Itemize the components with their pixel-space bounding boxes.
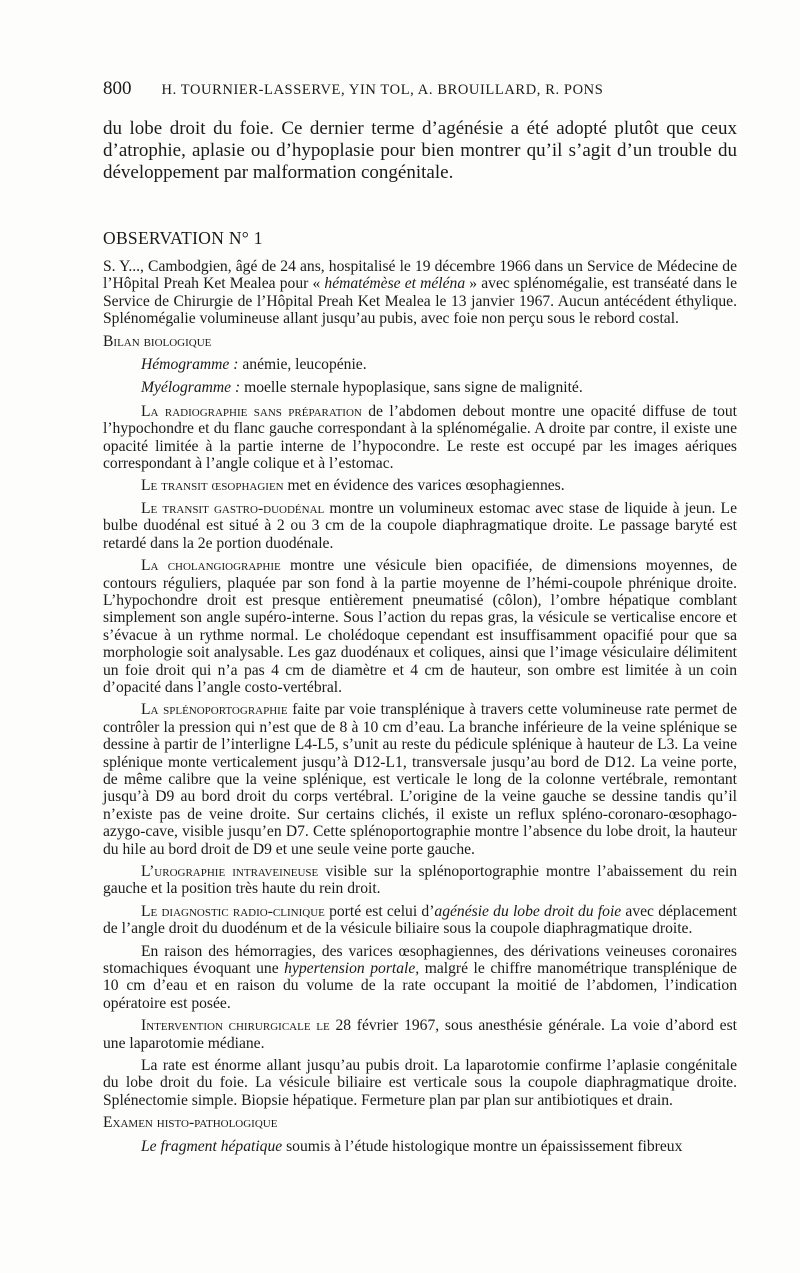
case-text-italic: hématémèse et méléna xyxy=(324,275,466,293)
spleno-paragraph xyxy=(103,701,737,858)
running-header xyxy=(103,78,663,100)
urographie-paragraph xyxy=(103,863,737,898)
transit-oeso-text: met en évidence des varices œsophagiennes. xyxy=(283,477,565,495)
spleno-lead: La splénoportographie xyxy=(141,701,288,719)
examen-paragraph xyxy=(103,1138,737,1155)
intervention-lead: Intervention chirurgicale le xyxy=(141,1017,330,1035)
bilan-heading: Bilan biologique xyxy=(103,332,212,350)
transit-oeso-lead: Le transit œsophagien xyxy=(141,477,284,495)
hemorragies-pre: En raison des hémorragies, des varices œsophagiennes, des dérivations veineuses coronaires stomachiques évoquant une xyxy=(103,942,737,978)
examen-italic: Le fragment hépatique xyxy=(141,1137,283,1155)
hemogramme-label: Hémogramme : xyxy=(141,356,239,374)
radiographie-lead: La radiographie sans préparation xyxy=(141,402,362,420)
urographie-lead: L’urographie intraveineuse xyxy=(141,863,319,880)
observation-title: OBSERVATION N° 1 xyxy=(103,228,263,248)
urographie-text: visible sur la splénoportographie montre l’abaissement du rein gauche et la position très haute du rein droit. xyxy=(103,863,737,898)
myelogramme-value: moelle sternale hypoplasique, sans signe de malignité. xyxy=(244,379,583,397)
hemogramme-value: anémie, leucopénie. xyxy=(242,356,367,374)
diagnostic-post: avec déplacement de l’angle droit du duodénum et de la vésicule biliaire sous la coupole diaphragmatique droite. xyxy=(103,902,737,938)
transit-oeso-paragraph xyxy=(103,477,737,494)
case-paragraph xyxy=(103,258,737,328)
hemorragies-post: malgré le chiffre manométrique transplénique de 10 cm d’eau et en raison du volume de la rate occupant la moitié de l’abdomen, l’indication opératoire est posée. xyxy=(103,960,737,1012)
transit-gastro-lead: Le transit gastro-duodénal xyxy=(141,499,325,517)
examen-heading: Examen histo-pathologique xyxy=(103,1114,278,1132)
transit-gastro-text: montre un volumineux estomac avec stase de liquide à jeun. Le bulbe duodénal est situé à 2 ou 3 cm de la coupole diaphragmatique droite. Le passage baryté est retardé dans la 2e portion duodénale. xyxy=(103,499,737,552)
intervention-text: 28 février 1967, sous anesthésie générale. La voie d’abord est une laparotomie médiane. xyxy=(103,1017,737,1052)
intro-paragraph: du lobe droit du foie. Ce dernier terme d’agénésie a été adopté plutôt que ceux d’atrophie, aplasie ou d’hypoplasie pour bien montrer qu’il s’agit d’un trouble du développement par malformation congénitale. xyxy=(103,118,737,183)
hemorragies-paragraph xyxy=(103,943,737,1013)
hemogramme-line xyxy=(141,356,737,373)
cholangio-text: montre une vésicule bien opacifiée, de dimensions moyennes, de contours réguliers, plaquée par son fond à la partie moyenne de l’hémi-coupole phrénique droite. L’hypochondre droit est presque entièrement pneumatisé (côlon), l’ombre hépatique comblant simplement son angle supéro-interne. Sous l’action du repas gras, la vésicule se verticalise encore et s’évacue à un rythme normal. Le cholédoque cependant est insuffisamment opacifié pour que sa morphologie soit analysable. Les gaz duodénaux et coliques, ainsi que l’image vésiculaire délimitent un foie droit qui n’a pas 4 cm de diamètre et 4 cm de hauteur, son ombre est limitée à un coin d’opacité dans l’angle costo-vertébral. xyxy=(103,557,737,696)
page-number: 800 xyxy=(103,78,132,99)
examen-text: soumis à l’étude histologique montre un épaississement fibreux xyxy=(282,1137,683,1155)
case-text-post: » avec splénomégalie, est transéaté dans le Service de Chirurgie de l’Hôpital Preah Ket Mealea le 13 janvier 1967. Aucun antécédent éthylique. Splénomégalie volumineuse allant jusqu’au pubis, avec foie non perçu sous le rebord costal. xyxy=(103,275,737,328)
intervention-paragraph xyxy=(103,1017,737,1052)
diagnostic-pre: porté est celui d’ xyxy=(324,902,435,920)
running-authors: H. TOURNIER-LASSERVE, YIN TOL, A. BROUILLARD, R. PONS xyxy=(161,82,604,98)
myelogramme-label: Myélogramme : xyxy=(141,379,241,397)
radiographie-paragraph xyxy=(103,403,737,473)
diagnostic-lead: Le diagnostic radio-clinique xyxy=(141,902,325,920)
rate-paragraph: La rate est énorme allant jusqu’au pubis droit. La laparotomie confirme l’aplasie congénitale du lobe droit du foie. La vésicule biliaire est verticale sous la coupole diaphragmatique droite. Splénectomie simple. Biopsie hépatique. Fermeture plan par plan sur antibiotiques et drain. xyxy=(103,1057,737,1109)
myelogramme-line xyxy=(141,379,737,396)
radiographie-text: de l’abdomen debout montre une opacité diffuse de tout l’hypochondre et du flanc gauche correspondant à la splénomégalie. A droite par contre, il existe une opacité limitée à la partie interne de l’hypocondre. Le reste est occupé par les images aériques correspondant à l’angle colique et à l’estomac. xyxy=(103,402,737,473)
hemorragies-italic: hypertension portale, xyxy=(284,960,420,978)
diagnostic-italic: agénésie du lobe droit du foie xyxy=(434,902,622,920)
cholangio-paragraph xyxy=(103,557,737,696)
case-text-pre: S. Y..., Cambodgien, âgé de 24 ans, hospitalisé le 19 décembre 1966 dans un Service de Médecine de l’Hôpital Preah Ket Mealea pour « xyxy=(103,258,737,293)
spleno-text: faite par voie transplénique à travers cette volumineuse rate permet de contrôler la pression qui n’est que de 8 à 10 cm d’eau. La branche inférieure de la veine splénique se dessine à partir de l’interligne L4-L5, s’unit au reste du pédicule splénique à hauteur de L3. La veine splénique monte verticalement jusqu’à D12-L1, transversale jusqu’au bord de D12. La veine porte, de même calibre que la veine splénique, est verticale le long de la colonne vertébrale, remontant jusqu’à D9 au bord droit du corps vertébral. L’origine de la veine gauche se dessine tandis qu’il n’existe pas de veine droite. Sur certains clichés, il existe un reflux spléno-coronaro-œsophago-azygo-cave, visible jusqu’en D7. Cette splénoportographie montre l’absence du lobe droit, la hauteur du hile au bord droit de D9 et une seule veine porte gauche. xyxy=(103,701,737,858)
transit-gastro-paragraph xyxy=(103,500,737,552)
cholangio-lead: La cholangiographie xyxy=(141,557,281,575)
article-body xyxy=(103,118,737,1160)
diagnostic-paragraph xyxy=(103,903,737,938)
